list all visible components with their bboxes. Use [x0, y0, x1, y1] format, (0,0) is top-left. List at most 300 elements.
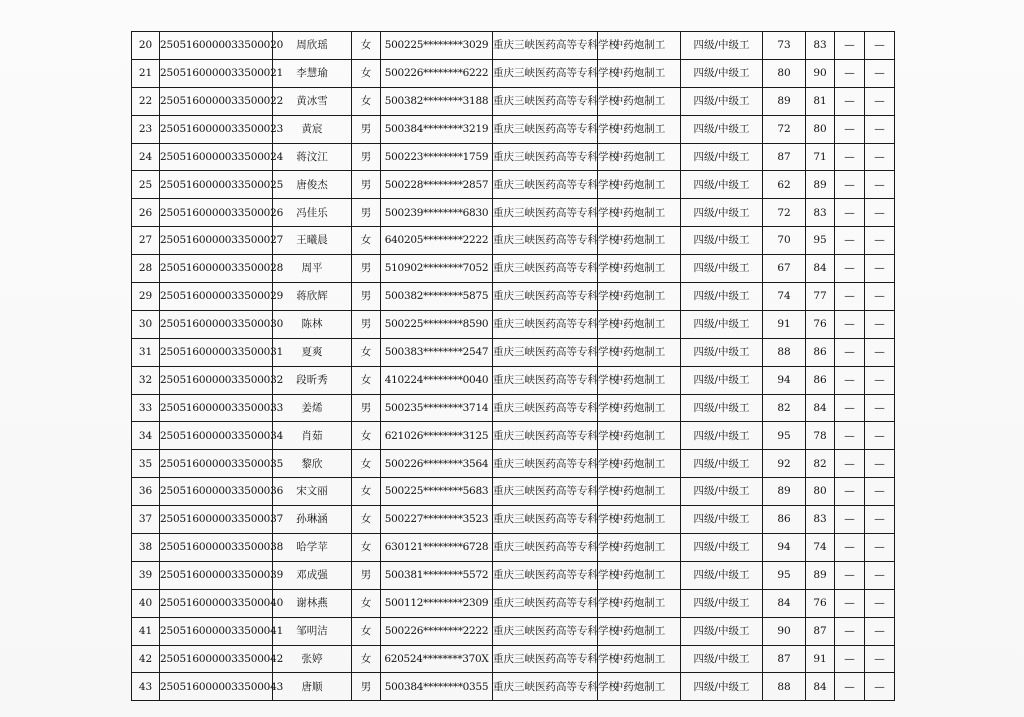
id-number-cell: 500223********1759: [381, 143, 493, 171]
school-name-cell: 重庆三峡医药高等专科学校: [493, 394, 598, 422]
gender-cell: 女: [352, 617, 381, 645]
table-row: [132, 87, 895, 115]
skill-level-cell: 四级/中级工: [681, 199, 763, 227]
theory-score-cell: 72: [763, 199, 806, 227]
remark-1-cell: —: [835, 506, 865, 534]
id-number-cell: 500225********3029: [381, 32, 493, 60]
theory-score-cell: 95: [763, 422, 806, 450]
table-row: [132, 143, 895, 171]
skill-level-cell: 四级/中级工: [681, 255, 763, 283]
occupation-cell: 中药炮制工: [598, 478, 681, 506]
table-row: [132, 59, 895, 87]
theory-score-cell: 89: [763, 478, 806, 506]
row-number-cell: 36: [132, 478, 160, 506]
skill-level-cell: 四级/中级工: [681, 87, 763, 115]
table-row: [132, 115, 895, 143]
practical-score-cell: 81: [806, 87, 835, 115]
remark-2-cell: —: [865, 645, 895, 673]
row-number-cell: 25: [132, 171, 160, 199]
practical-score-cell: 83: [806, 199, 835, 227]
school-name-cell: 重庆三峡医药高等专科学校: [493, 143, 598, 171]
remark-1-cell: —: [835, 394, 865, 422]
certificate-number-cell: 2505160000033500037: [160, 506, 273, 534]
practical-score-cell: 74: [806, 534, 835, 562]
id-number-cell: 510902********7052: [381, 255, 493, 283]
remark-2-cell: —: [865, 143, 895, 171]
candidate-name-cell: 邹明洁: [273, 617, 352, 645]
skill-level-cell: 四级/中级工: [681, 478, 763, 506]
gender-cell: 女: [352, 59, 381, 87]
certificate-number-cell: 2505160000033500036: [160, 478, 273, 506]
table-row: [132, 534, 895, 562]
id-number-cell: 500228********2857: [381, 171, 493, 199]
practical-score-cell: 71: [806, 143, 835, 171]
occupation-cell: 中药炮制工: [598, 394, 681, 422]
gender-cell: 女: [352, 366, 381, 394]
remark-1-cell: —: [835, 310, 865, 338]
row-number-cell: 22: [132, 87, 160, 115]
certificate-number-cell: 2505160000033500042: [160, 645, 273, 673]
gender-cell: 男: [352, 561, 381, 589]
id-number-cell: 500226********2222: [381, 617, 493, 645]
table-row: [132, 338, 895, 366]
table-row: [132, 171, 895, 199]
theory-score-cell: 90: [763, 617, 806, 645]
school-name-cell: 重庆三峡医药高等专科学校: [493, 534, 598, 562]
theory-score-cell: 72: [763, 115, 806, 143]
id-number-cell: 620524********370X: [381, 645, 493, 673]
practical-score-cell: 90: [806, 59, 835, 87]
certificate-number-cell: 2505160000033500040: [160, 589, 273, 617]
remark-1-cell: —: [835, 115, 865, 143]
row-number-cell: 23: [132, 115, 160, 143]
id-number-cell: 630121********6728: [381, 534, 493, 562]
certificate-number-cell: 2505160000033500033: [160, 394, 273, 422]
remark-2-cell: —: [865, 478, 895, 506]
row-number-cell: 35: [132, 450, 160, 478]
table-body: [132, 32, 895, 701]
skill-level-cell: 四级/中级工: [681, 283, 763, 311]
gender-cell: 女: [352, 227, 381, 255]
row-number-cell: 40: [132, 589, 160, 617]
candidate-name-cell: 蒋汶江: [273, 143, 352, 171]
occupation-cell: 中药炮制工: [598, 617, 681, 645]
occupation-cell: 中药炮制工: [598, 115, 681, 143]
candidate-name-cell: 黄宸: [273, 115, 352, 143]
theory-score-cell: 88: [763, 673, 806, 701]
gender-cell: 女: [352, 506, 381, 534]
skill-level-cell: 四级/中级工: [681, 115, 763, 143]
remark-2-cell: —: [865, 255, 895, 283]
candidate-name-cell: 肖茹: [273, 422, 352, 450]
remark-2-cell: —: [865, 338, 895, 366]
table-row: [132, 32, 895, 60]
practical-score-cell: 84: [806, 394, 835, 422]
table-row: [132, 310, 895, 338]
occupation-cell: 中药炮制工: [598, 143, 681, 171]
candidate-name-cell: 哈学苹: [273, 534, 352, 562]
gender-cell: 男: [352, 171, 381, 199]
school-name-cell: 重庆三峡医药高等专科学校: [493, 199, 598, 227]
school-name-cell: 重庆三峡医药高等专科学校: [493, 227, 598, 255]
certificate-number-cell: 2505160000033500035: [160, 450, 273, 478]
school-name-cell: 重庆三峡医药高等专科学校: [493, 87, 598, 115]
row-number-cell: 27: [132, 227, 160, 255]
theory-score-cell: 94: [763, 366, 806, 394]
theory-score-cell: 95: [763, 561, 806, 589]
remark-1-cell: —: [835, 338, 865, 366]
skill-level-cell: 四级/中级工: [681, 171, 763, 199]
theory-score-cell: 82: [763, 394, 806, 422]
occupation-cell: 中药炮制工: [598, 589, 681, 617]
remark-2-cell: —: [865, 561, 895, 589]
occupation-cell: 中药炮制工: [598, 171, 681, 199]
gender-cell: 女: [352, 589, 381, 617]
id-number-cell: 500226********3564: [381, 450, 493, 478]
remark-1-cell: —: [835, 617, 865, 645]
table-row: [132, 366, 895, 394]
practical-score-cell: 86: [806, 366, 835, 394]
gender-cell: 女: [352, 478, 381, 506]
candidate-name-cell: 谢林燕: [273, 589, 352, 617]
candidate-name-cell: 蒋欣辉: [273, 283, 352, 311]
remark-2-cell: —: [865, 59, 895, 87]
occupation-cell: 中药炮制工: [598, 422, 681, 450]
id-number-cell: 640205********2222: [381, 227, 493, 255]
remark-2-cell: —: [865, 506, 895, 534]
remark-2-cell: —: [865, 673, 895, 701]
remark-2-cell: —: [865, 617, 895, 645]
certificate-number-cell: 250516000003350002​0: [160, 32, 273, 60]
certificate-number-cell: 2505160000033500027: [160, 227, 273, 255]
candidate-name-cell: 黄冰雪: [273, 87, 352, 115]
skill-level-cell: 四级/中级工: [681, 143, 763, 171]
certificate-number-cell: 2505160000033500030: [160, 310, 273, 338]
skill-level-cell: 四级/中级工: [681, 506, 763, 534]
practical-score-cell: 89: [806, 561, 835, 589]
gender-cell: 男: [352, 255, 381, 283]
table-row: [132, 255, 895, 283]
row-number-cell: 42: [132, 645, 160, 673]
practical-score-cell: 84: [806, 673, 835, 701]
remark-2-cell: —: [865, 227, 895, 255]
remark-2-cell: —: [865, 589, 895, 617]
skill-level-cell: 四级/中级工: [681, 59, 763, 87]
row-number-cell: 30: [132, 310, 160, 338]
gender-cell: 男: [352, 673, 381, 701]
row-number-cell: 32: [132, 366, 160, 394]
certificate-number-cell: 2505160000033500043: [160, 673, 273, 701]
theory-score-cell: 94: [763, 534, 806, 562]
remark-2-cell: —: [865, 422, 895, 450]
candidate-name-cell: 孙琳涵: [273, 506, 352, 534]
school-name-cell: 重庆三峡医药高等专科学校: [493, 32, 598, 60]
practical-score-cell: 86: [806, 338, 835, 366]
school-name-cell: 重庆三峡医药高等专科学校: [493, 338, 598, 366]
school-name-cell: 重庆三峡医药高等专科学校: [493, 310, 598, 338]
table-row: [132, 673, 895, 701]
gender-cell: 女: [352, 645, 381, 673]
school-name-cell: 重庆三峡医药高等专科学校: [493, 645, 598, 673]
theory-score-cell: 67: [763, 255, 806, 283]
row-number-cell: 39: [132, 561, 160, 589]
school-name-cell: 重庆三峡医药高等专科学校: [493, 673, 598, 701]
id-number-cell: 500225********5683: [381, 478, 493, 506]
practical-score-cell: 82: [806, 450, 835, 478]
skill-level-cell: 四级/中级工: [681, 394, 763, 422]
skill-level-cell: 四级/中级工: [681, 534, 763, 562]
skill-level-cell: 四级/中级工: [681, 310, 763, 338]
remark-2-cell: —: [865, 171, 895, 199]
practical-score-cell: 84: [806, 255, 835, 283]
row-number-cell: 26: [132, 199, 160, 227]
practical-score-cell: 78: [806, 422, 835, 450]
occupation-cell: 中药炮制工: [598, 673, 681, 701]
certificate-number-cell: 2505160000033500025: [160, 171, 273, 199]
table-row: [132, 450, 895, 478]
occupation-cell: 中药炮制工: [598, 366, 681, 394]
row-number-cell: 21: [132, 59, 160, 87]
school-name-cell: 重庆三峡医药高等专科学校: [493, 366, 598, 394]
skill-level-cell: 四级/中级工: [681, 338, 763, 366]
theory-score-cell: 80: [763, 59, 806, 87]
school-name-cell: 重庆三峡医药高等专科学校: [493, 506, 598, 534]
skill-level-cell: 四级/中级工: [681, 561, 763, 589]
certificate-number-cell: 2505160000033500039: [160, 561, 273, 589]
remark-1-cell: —: [835, 589, 865, 617]
certificate-number-cell: 2505160000033500023: [160, 115, 273, 143]
remark-1-cell: —: [835, 283, 865, 311]
row-number-cell: 43: [132, 673, 160, 701]
skill-level-cell: 四级/中级工: [681, 227, 763, 255]
occupation-cell: 中药炮制工: [598, 450, 681, 478]
remark-1-cell: —: [835, 59, 865, 87]
theory-score-cell: 70: [763, 227, 806, 255]
certificate-number-cell: 2505160000033500022: [160, 87, 273, 115]
occupation-cell: 中药炮制工: [598, 338, 681, 366]
remark-2-cell: —: [865, 115, 895, 143]
remark-1-cell: —: [835, 366, 865, 394]
skill-level-cell: 四级/中级工: [681, 673, 763, 701]
candidate-name-cell: 周欣瑶: [273, 32, 352, 60]
row-number-cell: 20: [132, 32, 160, 60]
remark-2-cell: —: [865, 394, 895, 422]
row-number-cell: 34: [132, 422, 160, 450]
remark-1-cell: —: [835, 255, 865, 283]
remark-1-cell: —: [835, 422, 865, 450]
occupation-cell: 中药炮制工: [598, 32, 681, 60]
school-name-cell: 重庆三峡医药高等专科学校: [493, 422, 598, 450]
gender-cell: 男: [352, 394, 381, 422]
table-row: [132, 394, 895, 422]
candidate-name-cell: 唐俊杰: [273, 171, 352, 199]
practical-score-cell: 89: [806, 171, 835, 199]
id-number-cell: 500227********3523: [381, 506, 493, 534]
certificate-number-cell: 2505160000033500028: [160, 255, 273, 283]
candidate-name-cell: 王曦晨: [273, 227, 352, 255]
id-number-cell: 621026********3125: [381, 422, 493, 450]
gender-cell: 女: [352, 422, 381, 450]
row-number-cell: 28: [132, 255, 160, 283]
remark-1-cell: —: [835, 87, 865, 115]
gender-cell: 女: [352, 87, 381, 115]
table-row: [132, 283, 895, 311]
remark-1-cell: —: [835, 227, 865, 255]
gender-cell: 女: [352, 32, 381, 60]
remark-2-cell: —: [865, 310, 895, 338]
theory-score-cell: 73: [763, 32, 806, 60]
certificate-number-cell: 2505160000033500024: [160, 143, 273, 171]
row-number-cell: 41: [132, 617, 160, 645]
row-number-cell: 37: [132, 506, 160, 534]
skill-level-cell: 四级/中级工: [681, 450, 763, 478]
occupation-cell: 中药炮制工: [598, 561, 681, 589]
remark-1-cell: —: [835, 478, 865, 506]
skill-level-cell: 四级/中级工: [681, 617, 763, 645]
remark-2-cell: —: [865, 366, 895, 394]
remark-1-cell: —: [835, 171, 865, 199]
table-row: [132, 199, 895, 227]
school-name-cell: 重庆三峡医药高等专科学校: [493, 283, 598, 311]
id-number-cell: 410224********0040: [381, 366, 493, 394]
certificate-number-cell: 2505160000033500021: [160, 59, 273, 87]
id-number-cell: 500382********5875: [381, 283, 493, 311]
candidate-name-cell: 冯佳乐: [273, 199, 352, 227]
theory-score-cell: 86: [763, 506, 806, 534]
remark-2-cell: —: [865, 87, 895, 115]
school-name-cell: 重庆三峡医药高等专科学校: [493, 59, 598, 87]
candidate-name-cell: 李慧瑜: [273, 59, 352, 87]
candidate-name-cell: 姜烯: [273, 394, 352, 422]
candidate-name-cell: 陈林: [273, 310, 352, 338]
theory-score-cell: 74: [763, 283, 806, 311]
certificate-number-cell: 2505160000033500029: [160, 283, 273, 311]
occupation-cell: 中药炮制工: [598, 59, 681, 87]
practical-score-cell: 95: [806, 227, 835, 255]
table-row: [132, 561, 895, 589]
theory-score-cell: 92: [763, 450, 806, 478]
occupation-cell: 中药炮制工: [598, 227, 681, 255]
remark-1-cell: —: [835, 645, 865, 673]
certificate-number-cell: 2505160000033500041: [160, 617, 273, 645]
remark-1-cell: —: [835, 32, 865, 60]
school-name-cell: 重庆三峡医药高等专科学校: [493, 478, 598, 506]
row-number-cell: 33: [132, 394, 160, 422]
theory-score-cell: 84: [763, 589, 806, 617]
candidate-name-cell: 唐顺: [273, 673, 352, 701]
table-row: [132, 645, 895, 673]
school-name-cell: 重庆三峡医药高等专科学校: [493, 617, 598, 645]
candidate-name-cell: 周平: [273, 255, 352, 283]
remark-2-cell: —: [865, 32, 895, 60]
id-number-cell: 500384********3219: [381, 115, 493, 143]
id-number-cell: 500225********8590: [381, 310, 493, 338]
gender-cell: 女: [352, 534, 381, 562]
school-name-cell: 重庆三峡医药高等专科学校: [493, 589, 598, 617]
practical-score-cell: 80: [806, 478, 835, 506]
remark-2-cell: —: [865, 450, 895, 478]
gender-cell: 女: [352, 338, 381, 366]
theory-score-cell: 87: [763, 645, 806, 673]
school-name-cell: 重庆三峡医药高等专科学校: [493, 255, 598, 283]
practical-score-cell: 83: [806, 32, 835, 60]
remark-1-cell: —: [835, 673, 865, 701]
remark-1-cell: —: [835, 450, 865, 478]
candidate-name-cell: 段昕秀: [273, 366, 352, 394]
occupation-cell: 中药炮制工: [598, 534, 681, 562]
occupation-cell: 中药炮制工: [598, 283, 681, 311]
candidate-name-cell: 张婷: [273, 645, 352, 673]
gender-cell: 男: [352, 143, 381, 171]
remark-1-cell: —: [835, 143, 865, 171]
theory-score-cell: 89: [763, 87, 806, 115]
school-name-cell: 重庆三峡医药高等专科学校: [493, 115, 598, 143]
certificate-number-cell: 2505160000033500031: [160, 338, 273, 366]
remark-1-cell: —: [835, 561, 865, 589]
remark-1-cell: —: [835, 534, 865, 562]
skill-level-cell: 四级/中级工: [681, 32, 763, 60]
id-number-cell: 500382********3188: [381, 87, 493, 115]
table-row: [132, 589, 895, 617]
practical-score-cell: 91: [806, 645, 835, 673]
candidate-name-cell: 夏爽: [273, 338, 352, 366]
gender-cell: 男: [352, 115, 381, 143]
occupation-cell: 中药炮制工: [598, 87, 681, 115]
skill-level-cell: 四级/中级工: [681, 422, 763, 450]
certificate-number-cell: 2505160000033500032: [160, 366, 273, 394]
id-number-cell: 500235********3714: [381, 394, 493, 422]
theory-score-cell: 91: [763, 310, 806, 338]
row-number-cell: 24: [132, 143, 160, 171]
practical-score-cell: 80: [806, 115, 835, 143]
occupation-cell: 中药炮制工: [598, 310, 681, 338]
id-number-cell: 500384********0355: [381, 673, 493, 701]
remark-2-cell: —: [865, 199, 895, 227]
school-name-cell: 重庆三峡医药高等专科学校: [493, 450, 598, 478]
practical-score-cell: 77: [806, 283, 835, 311]
remark-1-cell: —: [835, 199, 865, 227]
theory-score-cell: 62: [763, 171, 806, 199]
gender-cell: 男: [352, 199, 381, 227]
school-name-cell: 重庆三峡医药高等专科学校: [493, 561, 598, 589]
theory-score-cell: 88: [763, 338, 806, 366]
row-number-cell: 29: [132, 283, 160, 311]
exam-results-table: [131, 31, 895, 701]
occupation-cell: 中药炮制工: [598, 255, 681, 283]
gender-cell: 男: [352, 283, 381, 311]
table-row: [132, 617, 895, 645]
skill-level-cell: 四级/中级工: [681, 589, 763, 617]
practical-score-cell: 83: [806, 506, 835, 534]
table-row: [132, 478, 895, 506]
table-row: [132, 506, 895, 534]
certificate-number-cell: 2505160000033500034: [160, 422, 273, 450]
candidate-name-cell: 宋文丽: [273, 478, 352, 506]
id-number-cell: 500226********6222: [381, 59, 493, 87]
row-number-cell: 38: [132, 534, 160, 562]
practical-score-cell: 76: [806, 310, 835, 338]
theory-score-cell: 87: [763, 143, 806, 171]
candidate-name-cell: 黎欣: [273, 450, 352, 478]
practical-score-cell: 87: [806, 617, 835, 645]
remark-2-cell: —: [865, 534, 895, 562]
school-name-cell: 重庆三峡医药高等专科学校: [493, 171, 598, 199]
id-number-cell: 500381********5572: [381, 561, 493, 589]
candidate-name-cell: 邓成强: [273, 561, 352, 589]
id-number-cell: 500112********2309: [381, 589, 493, 617]
table-row: [132, 422, 895, 450]
gender-cell: 女: [352, 450, 381, 478]
